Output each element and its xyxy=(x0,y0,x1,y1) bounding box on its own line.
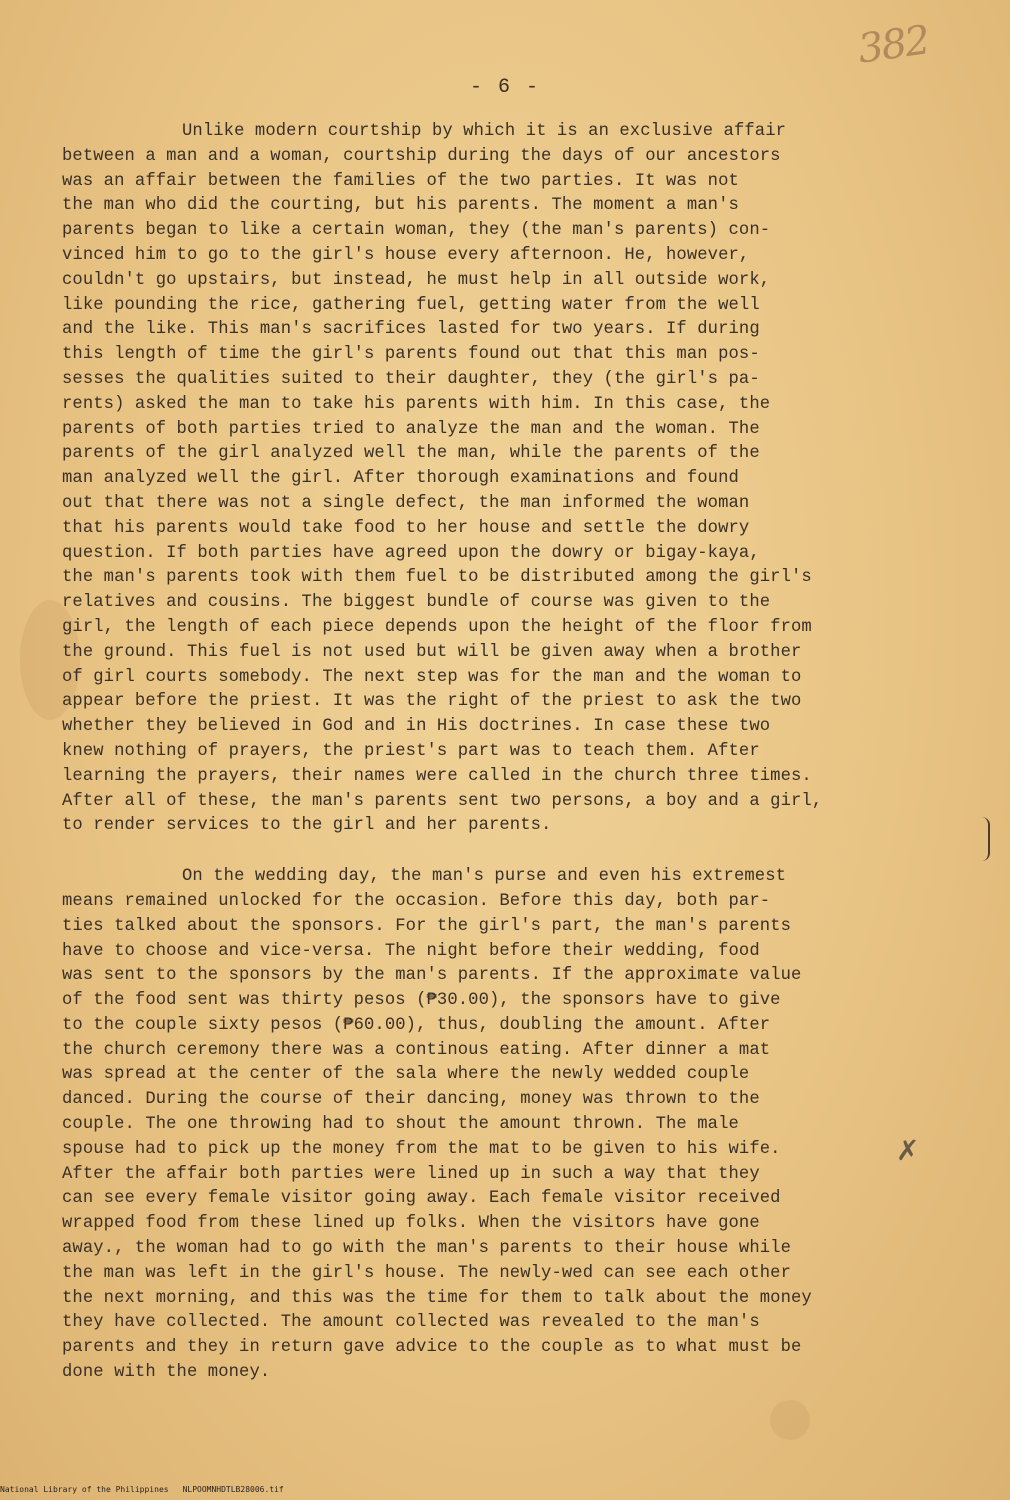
text-line: vinced him to go to the girl's house every afternoon. He, however, xyxy=(62,245,750,265)
text-line: the ground. This fuel is not used but will be given away when a brother xyxy=(62,642,802,662)
text-line: parents began to like a certain woman, they (the man's parents) con- xyxy=(62,221,771,241)
text-line: have to choose and vice-versa. The night before their wedding, food xyxy=(62,941,760,961)
text-line: the man's parents took with them fuel to be distributed among the girl's xyxy=(62,568,812,588)
text-line: out that there was not a single defect, the man informed the woman xyxy=(62,493,750,513)
footer xyxy=(0,1485,298,1494)
footer-filename: NLPOOMNHDTLB28006.tif xyxy=(182,1485,284,1494)
text-line: parents of the girl analyzed well the man, while the parents of the xyxy=(62,444,760,464)
text-line: was sent to the sponsors by the man's parents. If the approximate value xyxy=(62,966,802,986)
text-line: the man was left in the girl's house. The newly-wed can see each other xyxy=(62,1263,791,1283)
text-line: couple. The one throwing had to shout the amount thrown. The male xyxy=(62,1115,739,1135)
text-line: parents and they in return gave advice to the couple as to what must be xyxy=(62,1338,802,1358)
text-line: relatives and cousins. The biggest bundle of course was given to the xyxy=(62,593,771,613)
text-line: of girl courts somebody. The next step was for the man and the woman to xyxy=(62,667,802,687)
text-line: can see every female visitor going away. Each female visitor received xyxy=(62,1189,781,1209)
text-line: the next morning, and this was the time for them to talk about the money xyxy=(62,1288,812,1308)
text-line: man analyzed well the girl. After thorough examinations and found xyxy=(62,469,739,489)
text-line: away., the woman had to go with the man's parents to their house while xyxy=(62,1239,791,1259)
text-line: was spread at the center of the sala where the newly wedded couple xyxy=(62,1065,750,1085)
text-line: between a man and a woman, courtship during the days of our ancestors xyxy=(62,146,781,166)
text-line: means remained unlocked for the occasion. Before this day, both par- xyxy=(62,891,771,911)
text-line: they have collected. The amount collected was revealed to the man's xyxy=(62,1313,760,1333)
text-line: question. If both parties have agreed upon the dowry or bigay-kaya, xyxy=(62,543,760,563)
text-line: After all of these, the man's parents sent two persons, a boy and a girl, xyxy=(62,791,823,811)
text-line: couldn't go upstairs, but instead, he must help in all outside work, xyxy=(62,270,771,290)
margin-x-mark: ✗ xyxy=(896,1134,920,1167)
text-line: After the affair both parties were lined up in such a way that they xyxy=(62,1164,760,1184)
page-number: - 6 - xyxy=(469,76,540,99)
text-line: whether they believed in God and in His doctrines. In case these two xyxy=(62,717,771,737)
text-line: parents of both parties tried to analyze the man and the woman. The xyxy=(62,419,760,439)
text-line: that his parents would take food to her house and settle the dowry xyxy=(62,518,750,538)
text-line: knew nothing of prayers, the priest's part was to teach them. After xyxy=(62,741,760,761)
text-line: rents) asked the man to take his parents with him. In this case, the xyxy=(62,394,771,414)
text-line: wrapped food from these lined up folks. When the visitors have gone xyxy=(62,1214,760,1234)
text-line: and the like. This man's sacrifices lasted for two years. If during xyxy=(62,320,760,340)
text-line: sesses the qualities suited to their daughter, they (the girl's pa- xyxy=(62,369,760,389)
text-line: to render services to the girl and her parents. xyxy=(62,816,552,836)
text-line: appear before the priest. It was the right of the priest to ask the two xyxy=(62,692,802,712)
text-line: On the wedding day, the man's purse and even his extremest xyxy=(182,867,787,887)
text-line: to the couple sixty pesos (₱60.00), thus, doubling the amount. After xyxy=(62,1015,771,1035)
text-line: the man who did the courting, but his parents. The moment a man's xyxy=(62,196,739,216)
footer-library: National Library of the Philippines xyxy=(0,1485,169,1494)
text-line: of the food sent was thirty pesos (₱30.00), the sponsors have to give xyxy=(62,991,781,1011)
text-line: spouse had to pick up the money from the mat to be given to his wife. xyxy=(62,1139,781,1159)
text-line: danced. During the course of their dancing, money was thrown to the xyxy=(62,1090,760,1110)
text-line: Unlike modern courtship by which it is an exclusive affair xyxy=(182,122,787,141)
handwritten-page-number: 382 xyxy=(855,17,932,73)
text-line: done with the money. xyxy=(62,1363,271,1383)
text-line: ties talked about the sponsors. For the girl's part, the man's parents xyxy=(62,916,791,936)
margin-bracket-mark xyxy=(982,817,990,861)
text-line: like pounding the rice, gathering fuel, getting water from the well xyxy=(62,295,760,315)
text-line: the church ceremony there was a continous eating. After dinner a mat xyxy=(62,1040,771,1060)
text-line: was an affair between the families of the two parties. It was not xyxy=(62,171,739,191)
paragraph-courtship xyxy=(62,120,952,839)
text-line: learning the prayers, their names were called in the church three times. xyxy=(62,766,812,786)
text-line: this length of time the girl's parents found out that this man pos- xyxy=(62,345,760,365)
body-text xyxy=(62,120,952,1412)
text-line: girl, the length of each piece depends upon the height of the floor from xyxy=(62,617,812,637)
paragraph-wedding-day xyxy=(62,865,952,1386)
